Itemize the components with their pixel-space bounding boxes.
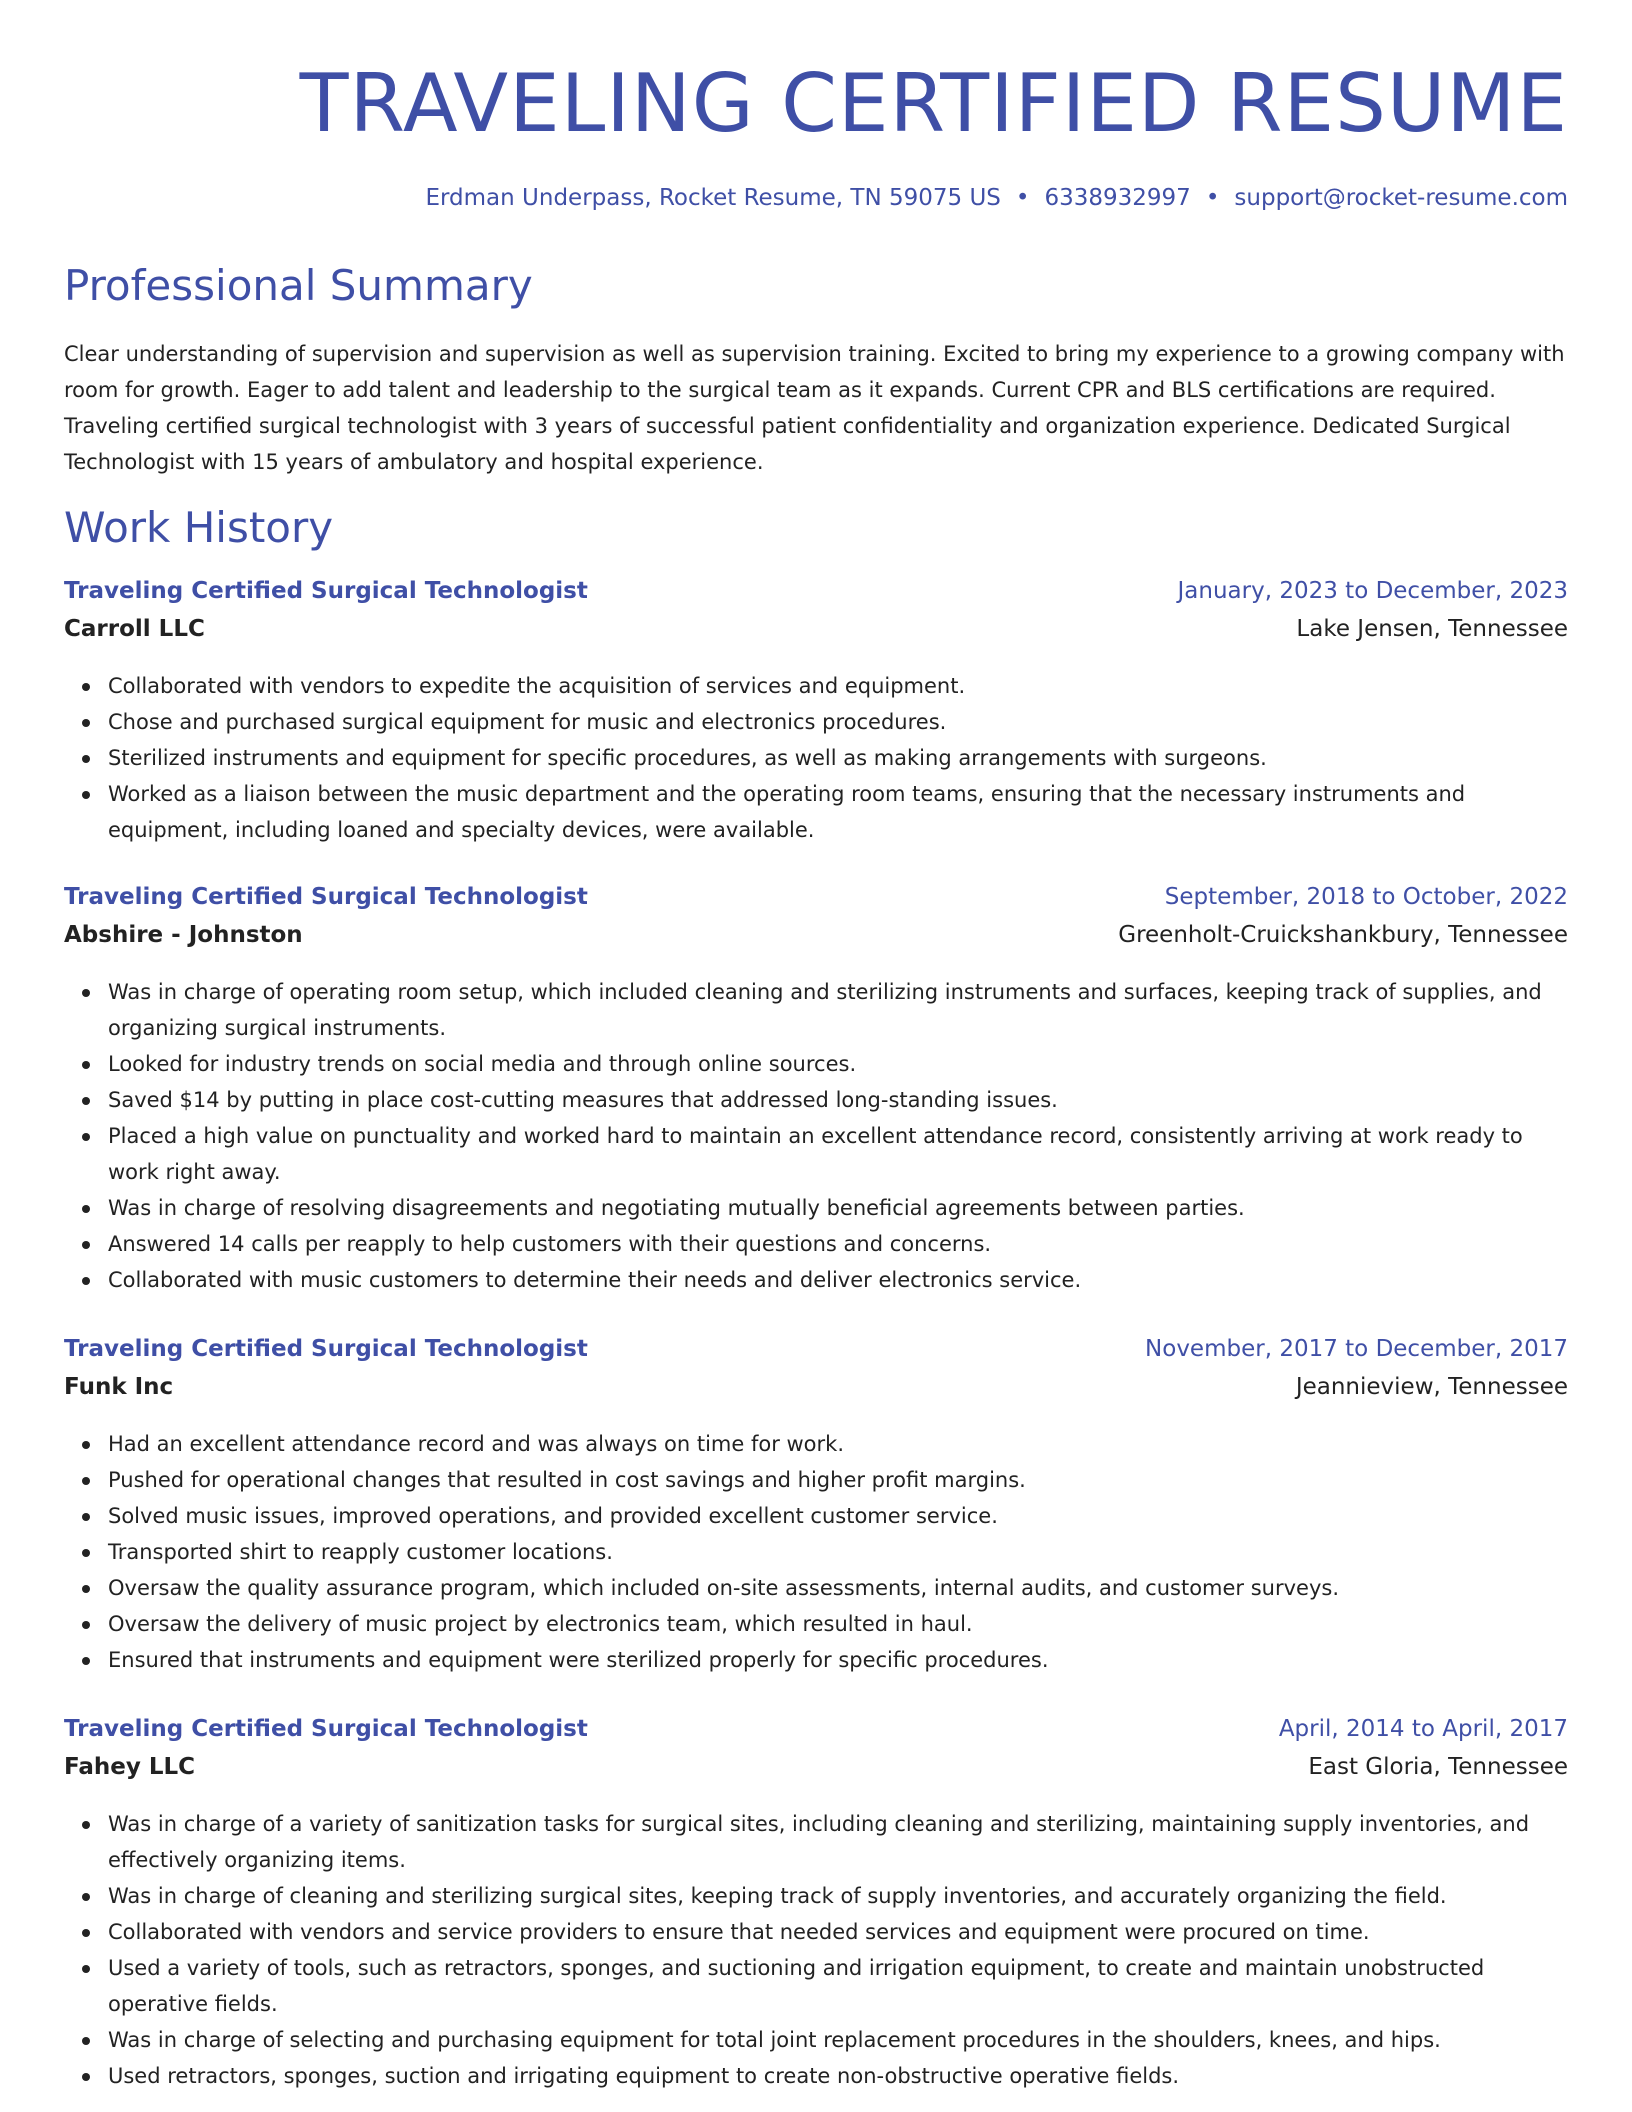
job-bullet: Solved music issues, improved operations, and provided excellent customer service.: [108, 1498, 1568, 1534]
job-location: East Gloria, Tennessee: [1308, 1754, 1568, 1780]
job-company: Carroll LLC: [64, 616, 205, 642]
contact-line: [425, 182, 1568, 214]
job-location: Jeannieview, Tennessee: [1295, 1374, 1568, 1400]
job-entry: [64, 578, 1568, 848]
job-entry: [64, 1336, 1568, 1678]
job-company-row: [64, 922, 1568, 960]
job-bullet: Transported shirt to reapply customer locations.: [108, 1534, 1568, 1570]
job-bullet: Oversaw the delivery of music project by electronics team, which resulted in haul.: [108, 1606, 1568, 1642]
job-bullet: Was in charge of cleaning and sterilizing surgical sites, keeping track of supply inventories, and accurately organizing the field.: [108, 1878, 1568, 1914]
job-title: Traveling Certified Surgical Technologist: [64, 578, 588, 604]
job-bullet: Answered 14 calls per reapply to help customers with their questions and concerns.: [108, 1226, 1568, 1262]
job-header-row: [64, 884, 1568, 922]
job-dates: April, 2014 to April, 2017: [1278, 1716, 1568, 1742]
job-bullets: [64, 974, 1568, 1298]
job-company-row: [64, 1374, 1568, 1412]
job-company-row: [64, 616, 1568, 654]
summary-heading: Professional Summary: [64, 261, 533, 310]
job-title: Traveling Certified Surgical Technologist: [64, 1336, 588, 1362]
job-bullet: Worked as a liaison between the music department and the operating room teams, ensuring that the necessary instruments and equipment, including loaned and specialty devices, were available.: [108, 776, 1568, 848]
job-dates: November, 2017 to December, 2017: [1145, 1336, 1568, 1362]
job-bullet: Oversaw the quality assurance program, which included on-site assessments, internal audits, and customer surveys.: [108, 1570, 1568, 1606]
job-bullet: Had an excellent attendance record and was always on time for work.: [108, 1426, 1568, 1462]
job-bullet: Used a variety of tools, such as retractors, sponges, and suctioning and irrigation equipment, to create and maintain unobstructed operative fields.: [108, 1950, 1568, 2022]
job-dates: January, 2023 to December, 2023: [1177, 578, 1568, 604]
job-bullet: Was in charge of resolving disagreements and negotiating mutually beneficial agreements between parties.: [108, 1190, 1568, 1226]
job-location: Lake Jensen, Tennessee: [1296, 616, 1568, 642]
job-bullets: [64, 668, 1568, 848]
job-bullet: Was in charge of selecting and purchasing equipment for total joint replacement procedures in the shoulders, knees, and hips.: [108, 2022, 1568, 2058]
job-company: Fahey LLC: [64, 1754, 196, 1780]
work-history-heading: Work History: [64, 503, 334, 552]
summary-text: Clear understanding of supervision and supervision as well as supervision training. Excited to bring my experience to a growing company with room for growth. Eager to add talent and leadership to the surgical team as it expands. Current CPR and BLS certifications are required. Traveling certified surgical technologist with 3 years of successful patient confidentiality and organization experience. Dedicated Surgical Technologist with 15 years of ambulatory and hospital experience.: [64, 342, 1565, 474]
job-bullet: Placed a high value on punctuality and worked hard to maintain an excellent attendance record, consistently arriving at work ready to work right away.: [108, 1118, 1568, 1190]
job-bullet: Looked for industry trends on social media and through online sources.: [108, 1046, 1568, 1082]
contact-separator: •: [1015, 185, 1030, 211]
contact-email: support@rocket-resume.com: [1234, 185, 1568, 211]
job-bullets: [64, 1426, 1568, 1678]
contact-separator: •: [1205, 185, 1220, 211]
job-bullet: Used retractors, sponges, suction and irrigating equipment to create non-obstructive operative fields.: [108, 2058, 1568, 2094]
job-location: Greenholt-Cruickshankbury, Tennessee: [1118, 922, 1568, 948]
job-bullet: Collaborated with music customers to determine their needs and deliver electronics service.: [108, 1262, 1568, 1298]
job-bullet: Chose and purchased surgical equipment for music and electronics procedures.: [108, 704, 1568, 740]
job-bullet: Collaborated with vendors and service providers to ensure that needed services and equipment were procured on time.: [108, 1914, 1568, 1950]
contact-phone: 6338932997: [1044, 185, 1191, 211]
job-bullet: Sterilized instruments and equipment for specific procedures, as well as making arrangements with surgeons.: [108, 740, 1568, 776]
job-header-row: [64, 1716, 1568, 1754]
job-bullet: Saved $14 by putting in place cost-cutting measures that addressed long-standing issues.: [108, 1082, 1568, 1118]
job-bullet: Was in charge of a variety of sanitization tasks for surgical sites, including cleaning and sterilizing, maintaining supply inventories, and effectively organizing items.: [108, 1806, 1568, 1878]
job-entry: [64, 1716, 1568, 2094]
job-header-row: [64, 1336, 1568, 1374]
contact-address: Erdman Underpass, Rocket Resume, TN 59075 US: [425, 185, 1001, 211]
job-bullet: Was in charge of operating room setup, which included cleaning and sterilizing instruments and surfaces, keeping track of supplies, and organizing surgical instruments.: [108, 974, 1568, 1046]
job-bullets: [64, 1806, 1568, 2094]
job-bullet: Collaborated with vendors to expedite the acquisition of services and equipment.: [108, 668, 1568, 704]
job-title: Traveling Certified Surgical Technologist: [64, 1716, 588, 1742]
job-entry: [64, 884, 1568, 1298]
job-bullet: Ensured that instruments and equipment were sterilized properly for specific procedures.: [108, 1642, 1568, 1678]
job-title: Traveling Certified Surgical Technologist: [64, 884, 588, 910]
job-company-row: [64, 1754, 1568, 1792]
job-bullet: Pushed for operational changes that resulted in cost savings and higher profit margins.: [108, 1462, 1568, 1498]
job-header-row: [64, 578, 1568, 616]
job-company: Abshire - Johnston: [64, 922, 303, 948]
job-company: Funk Inc: [64, 1374, 174, 1400]
resume-title: TRAVELING CERTIFIED RESUME: [299, 57, 1568, 150]
job-dates: September, 2018 to October, 2022: [1164, 884, 1568, 910]
